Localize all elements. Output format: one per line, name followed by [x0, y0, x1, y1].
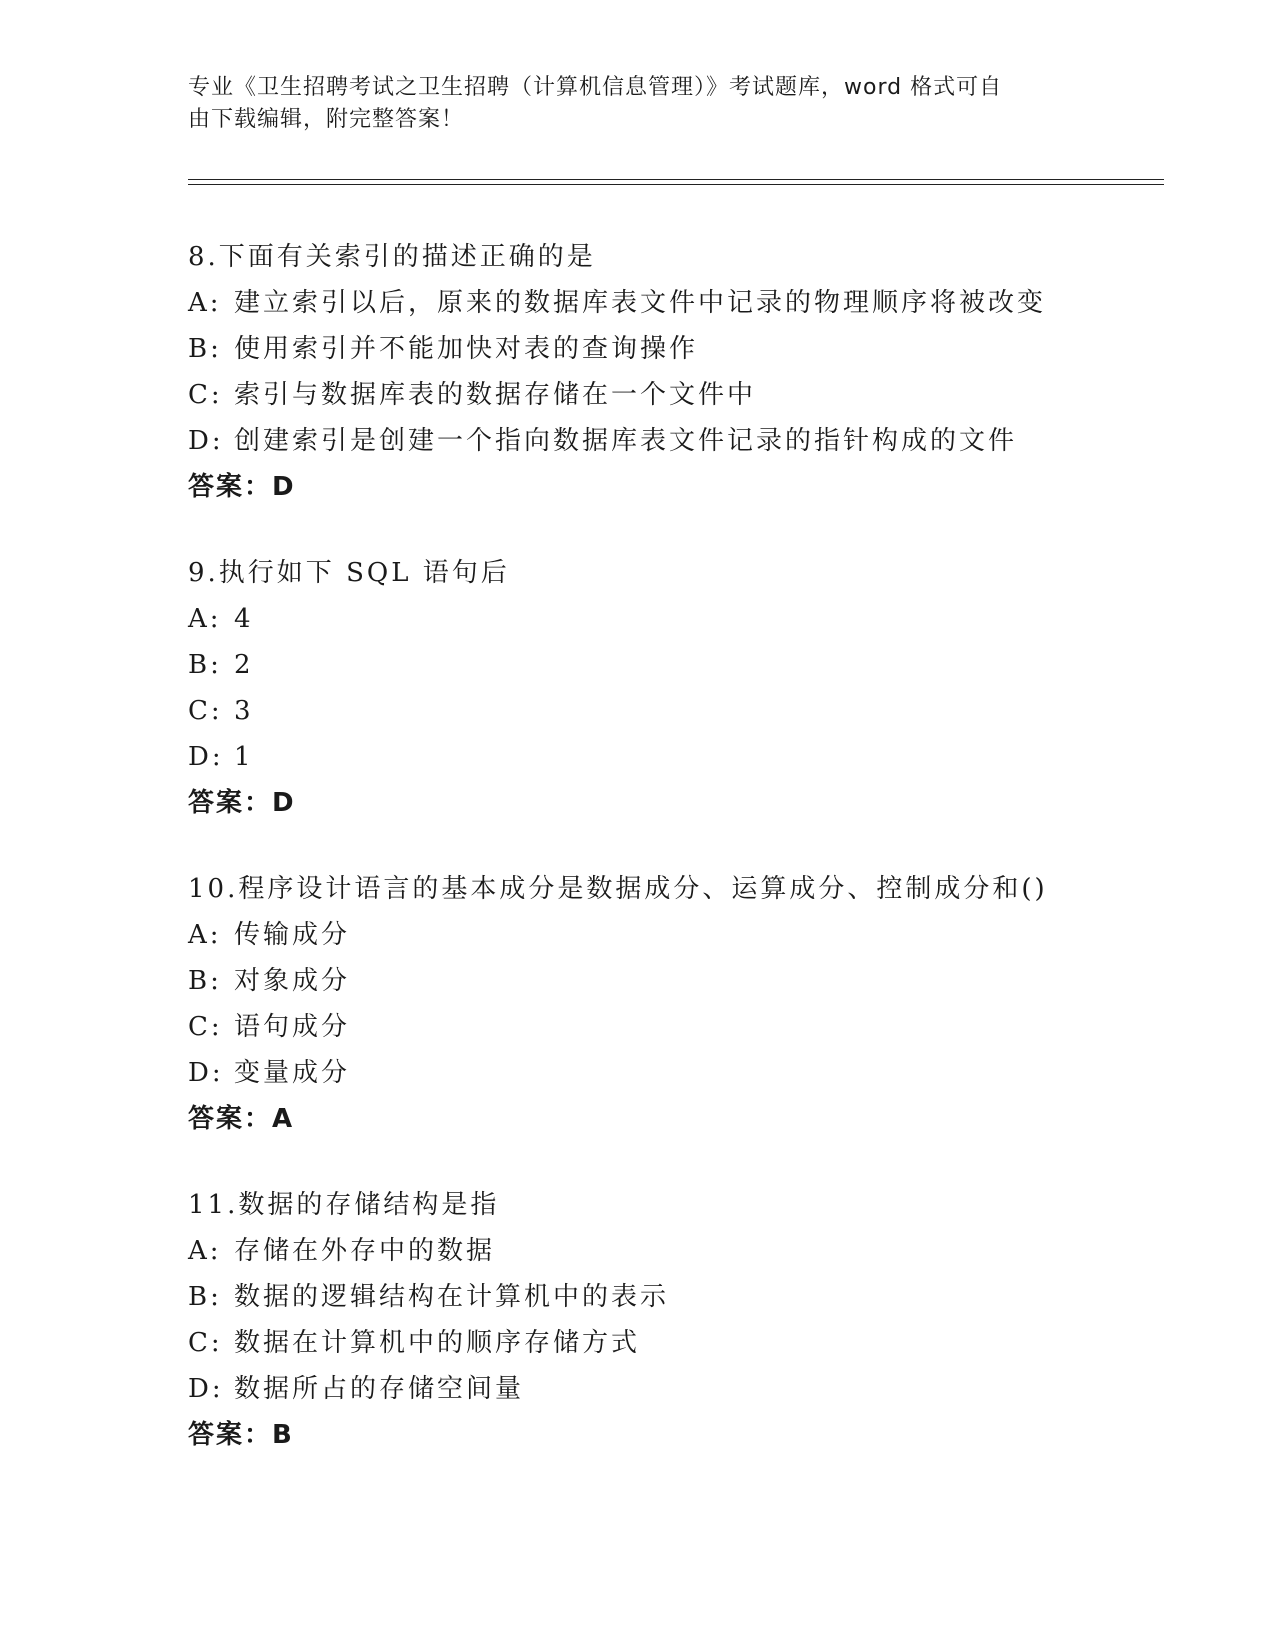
option-d: [188, 734, 1148, 780]
answer-line: 答案：A: [188, 1104, 295, 1134]
option-label: C:: [188, 1328, 223, 1358]
header-divider-bottom: [188, 184, 1164, 185]
option-text: 索引与数据库表的数据存储在一个文件中: [234, 380, 757, 410]
option-a: [188, 1228, 1148, 1274]
option-text: 数据的逻辑结构在计算机中的表示: [234, 1282, 670, 1312]
option-d: [188, 418, 1148, 464]
option-text: 存储在外存中的数据: [234, 1236, 496, 1266]
option-text: 创建索引是创建一个指向数据库表文件记录的指针构成的文件: [234, 426, 1018, 456]
header-divider-top: [188, 179, 1164, 180]
option-d: [188, 1050, 1148, 1096]
option-d: [188, 1366, 1148, 1412]
option-text: 变量成分: [234, 1058, 351, 1088]
option-c: [188, 372, 1148, 418]
question-9: [188, 550, 1148, 826]
option-a: [188, 912, 1148, 958]
option-a: [188, 280, 1148, 326]
header-line-1: 专业《卫生招聘考试之卫生招聘（计算机信息管理）》考试题库，word 格式可自: [188, 75, 1003, 100]
answer-line: 答案：B: [188, 1420, 294, 1450]
question-stem: 10.程序设计语言的基本成分是数据成分、运算成分、控制成分和(): [188, 874, 1048, 904]
question-list: [188, 234, 1148, 1498]
option-label: D:: [188, 742, 224, 772]
option-text: 数据在计算机中的顺序存储方式: [234, 1328, 641, 1358]
question-stem: 8.下面有关索引的描述正确的是: [188, 242, 596, 272]
option-b: [188, 326, 1148, 372]
option-label: A:: [188, 604, 222, 634]
option-label: B:: [188, 334, 222, 364]
option-label: B:: [188, 650, 222, 680]
option-text: 4: [234, 604, 254, 634]
option-label: B:: [188, 966, 222, 996]
option-b: [188, 1274, 1148, 1320]
question-10: [188, 866, 1148, 1142]
option-text: 语句成分: [234, 1012, 351, 1042]
option-text: 2: [234, 650, 254, 680]
option-label: D:: [188, 1058, 224, 1088]
option-label: A:: [188, 288, 222, 318]
option-label: B:: [188, 1282, 222, 1312]
option-label: C:: [188, 696, 223, 726]
option-label: C:: [188, 380, 223, 410]
question-11: [188, 1182, 1148, 1458]
option-text: 传输成分: [234, 920, 351, 950]
question-stem: 11.数据的存储结构是指: [188, 1190, 500, 1220]
option-text: 数据所占的存储空间量: [234, 1374, 525, 1404]
option-a: [188, 596, 1148, 642]
option-c: [188, 688, 1148, 734]
option-text: 建立索引以后，原来的数据库表文件中记录的物理顺序将被改变: [234, 288, 1047, 318]
option-label: A:: [188, 920, 222, 950]
answer-line: 答案：D: [188, 788, 296, 818]
option-text: 对象成分: [234, 966, 351, 996]
option-text: 3: [234, 696, 254, 726]
option-b: [188, 958, 1148, 1004]
option-b: [188, 642, 1148, 688]
option-label: D:: [188, 1374, 224, 1404]
answer-line: 答案：D: [188, 472, 296, 502]
option-text: 使用索引并不能加快对表的查询操作: [234, 334, 699, 364]
option-text: 1: [234, 742, 254, 772]
option-c: [188, 1320, 1148, 1366]
question-8: [188, 234, 1148, 510]
option-label: C:: [188, 1012, 223, 1042]
option-label: A:: [188, 1236, 222, 1266]
header-line-2: 由下载编辑，附完整答案！: [188, 107, 465, 132]
question-stem: 9.执行如下 SQL 语句后: [188, 558, 510, 588]
option-c: [188, 1004, 1148, 1050]
document-header: [188, 72, 1088, 136]
option-label: D:: [188, 426, 224, 456]
